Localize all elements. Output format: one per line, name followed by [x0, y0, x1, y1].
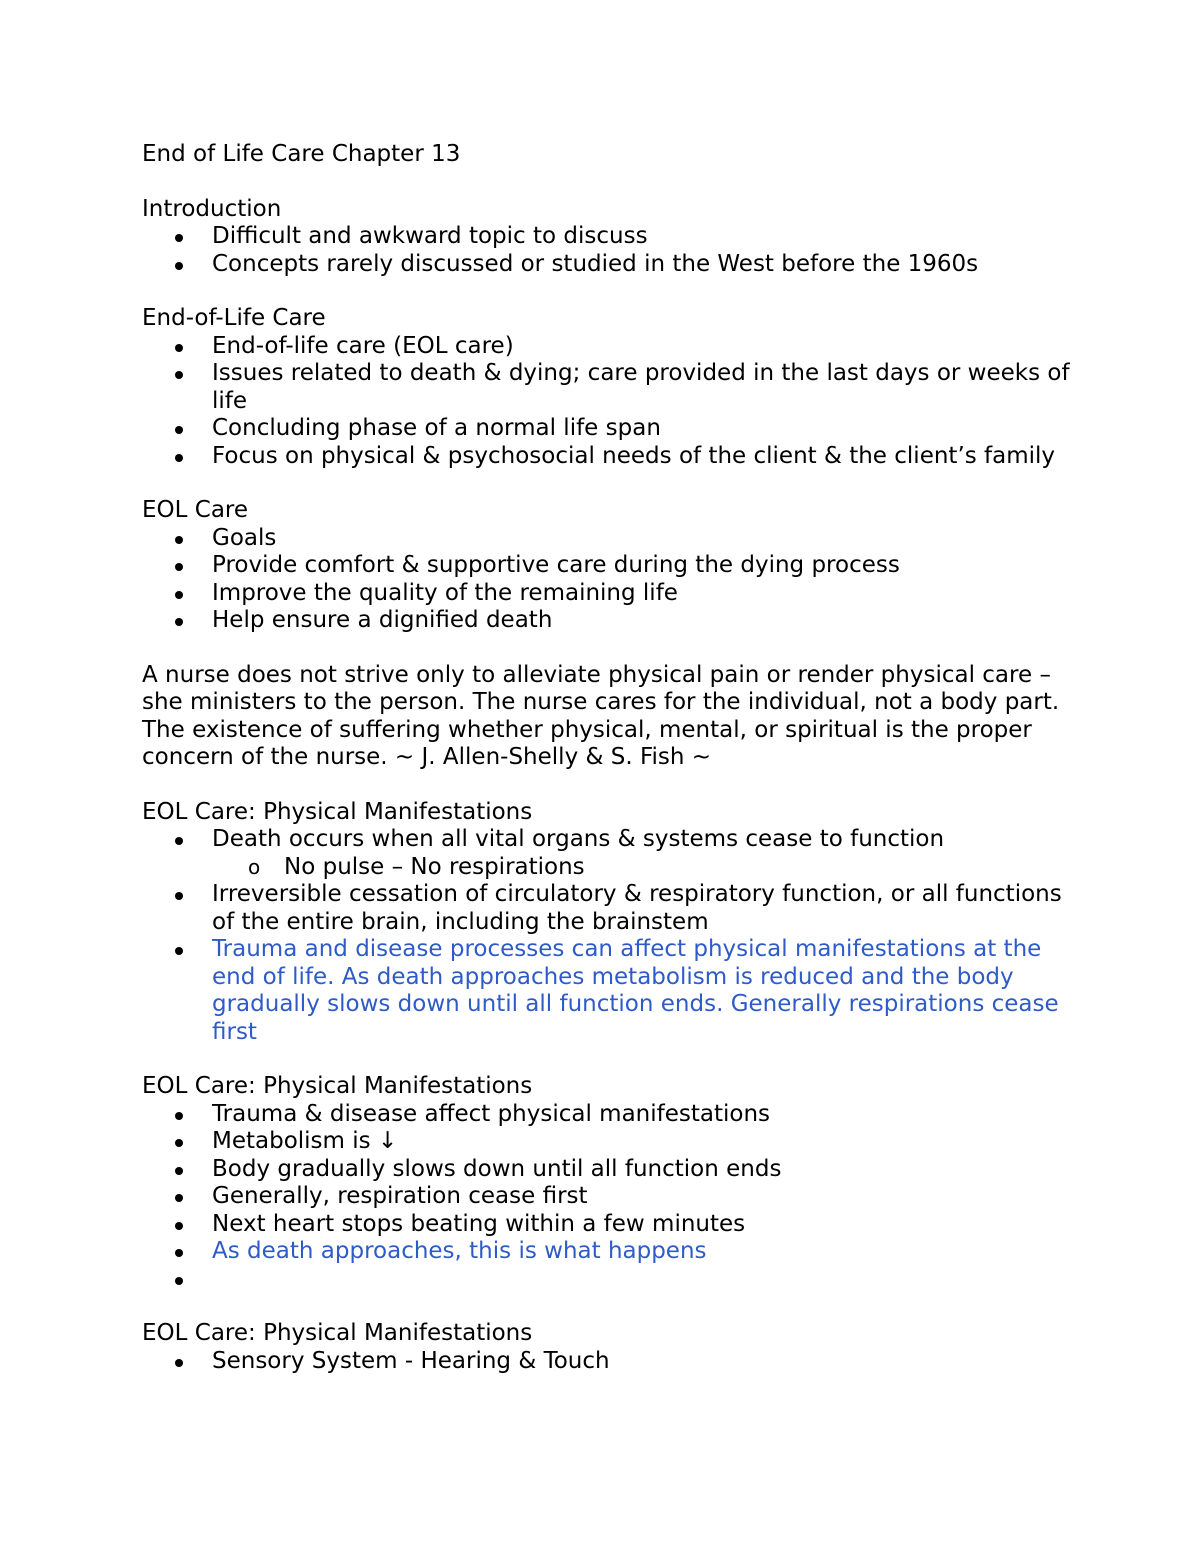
section-physical-manifestations-3 — [142, 1320, 1072, 1375]
section-heading: EOL Care: Physical Manifestations — [142, 798, 533, 825]
quote-paragraph: A nurse does not strive only to alleviate physical pain or render physical care – she ministers to the person. The nurse cares for the individual, not a body part. The existence of suffering whether physical, mental, or spiritual is the proper concern of the nurse. ~ J. Allen-Shelly & S. Fish ~ — [142, 661, 1060, 770]
section-heading: End-of-Life Care — [142, 305, 326, 331]
list-item: Concepts rarely discussed or studied in the West before the 1960s — [142, 251, 1072, 279]
bullet-list — [142, 1348, 1072, 1376]
document-title: End of Life Care Chapter 13 — [142, 141, 461, 167]
list-item: Trauma & disease affect physical manifestations — [142, 1101, 1072, 1129]
list-item: End-of-life care (EOL care) — [142, 333, 1072, 361]
list-item: Focus on physical & psychosocial needs of the client & the client’s family — [142, 443, 1072, 471]
section-physical-manifestations-2 — [142, 1073, 1072, 1293]
section-heading: EOL Care: Physical Manifestations — [142, 1073, 533, 1099]
list-item-empty — [142, 1266, 1072, 1294]
list-item: Concluding phase of a normal life span — [142, 415, 1072, 443]
section-heading: EOL Care — [142, 497, 249, 523]
list-item — [142, 826, 1072, 881]
list-item: Next heart stops beating within a few minutes — [142, 1211, 1072, 1239]
list-item: Generally, respiration cease first — [142, 1183, 1072, 1211]
list-item: Goals — [142, 525, 1072, 553]
section-heading: Introduction — [142, 195, 282, 222]
list-item-highlighted: Trauma and disease processes can affect physical manifestations at the end of life. As death approaches metabolism is reduced and the body gradually slows down until all function ends. Generally respirations cease first — [142, 936, 1072, 1046]
list-item: Sensory System - Hearing & Touch — [142, 1348, 1072, 1376]
list-item: Metabolism is ↓ — [142, 1128, 1072, 1156]
bullet-list — [142, 826, 1072, 1046]
bullet-list — [142, 223, 1072, 278]
list-item-highlighted: As death approaches, this is what happens — [142, 1238, 1072, 1266]
bullet-list — [142, 1101, 1072, 1294]
sub-list — [212, 854, 1072, 882]
list-item: Improve the quality of the remaining life — [142, 580, 1072, 608]
list-item: Issues related to death & dying; care provided in the last days or weeks of life — [142, 360, 1072, 415]
section-introduction — [142, 196, 1072, 279]
document-page — [142, 141, 1072, 1402]
list-item: Body gradually slows down until all function ends — [142, 1156, 1072, 1184]
section-end-of-life-care — [142, 305, 1072, 470]
list-item: Irreversible cessation of circulatory & respiratory function, or all functions of the entire brain, including the brainstem — [142, 881, 1072, 936]
list-item: Help ensure a dignified death — [142, 607, 1072, 635]
bullet-list — [142, 333, 1072, 471]
bullet-list — [142, 525, 1072, 635]
section-physical-manifestations-1 — [142, 799, 1072, 1047]
section-eol-care-goals — [142, 497, 1072, 635]
list-item-text: Death occurs when all vital organs & systems cease to function — [212, 826, 945, 852]
list-item: Difficult and awkward topic to discuss — [142, 223, 1072, 251]
list-item: Provide comfort & supportive care during the dying process — [142, 552, 1072, 580]
section-heading: EOL Care: Physical Manifestations — [142, 1320, 533, 1346]
sub-list-item: o No pulse – No respirations — [212, 854, 1072, 882]
